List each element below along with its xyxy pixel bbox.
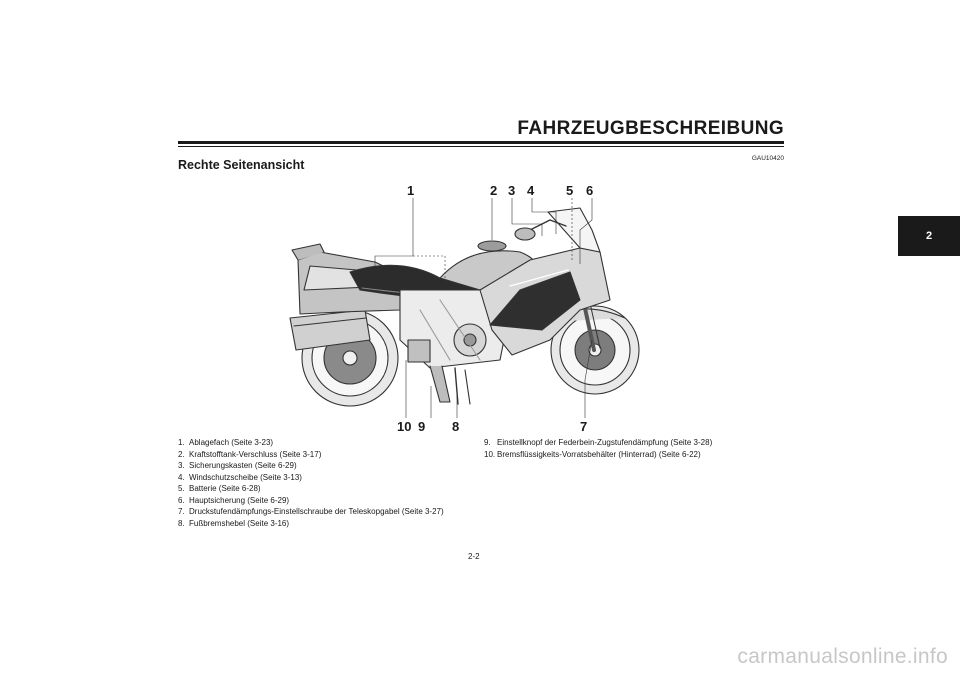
callout-10: 10 — [397, 419, 412, 434]
section-title: Rechte Seitenansicht — [178, 158, 305, 172]
callout-6: 6 — [586, 183, 594, 198]
legend-number: 4. — [178, 472, 185, 482]
header-rule-thick — [178, 141, 784, 144]
legend-number: 7. — [178, 507, 185, 516]
callout-4: 4 — [527, 183, 535, 198]
legend-text: Fußbremshebel (Seite 3-16) — [189, 518, 290, 528]
legend-number: 10. — [484, 449, 496, 459]
legend-text: Einstellknopf der Federbein-Zugstufendämpfung (Seite 3-28) — [497, 438, 713, 447]
motorcycle-illustration — [280, 190, 680, 420]
callout-2: 2 — [490, 183, 498, 198]
legend-item — [178, 437, 470, 449]
legend-item — [178, 506, 470, 518]
watermark: carmanualsonline.info — [737, 645, 948, 668]
callout-8: 8 — [452, 419, 460, 434]
callout-1: 1 — [407, 183, 415, 198]
legend-text: Kraftstofftank-Verschluss (Seite 3-17) — [189, 449, 322, 459]
legend-item — [484, 449, 784, 461]
legend-left — [178, 437, 470, 529]
legend-text: Sicherungskasten (Seite 6-29) — [189, 461, 297, 470]
legend-number: 1. — [178, 438, 185, 447]
legend-number: 8. — [178, 518, 185, 528]
legend-number: 9. — [484, 438, 491, 447]
callout-9: 9 — [418, 419, 426, 434]
legend-item — [178, 449, 470, 461]
legend-item — [178, 472, 470, 484]
legend-number: 3. — [178, 461, 185, 470]
legend-number: 5. — [178, 484, 185, 493]
reference-code: GAU10420 — [751, 155, 784, 162]
header-rule-thin — [178, 146, 784, 147]
legend-right — [484, 437, 784, 460]
legend-number: 2. — [178, 449, 185, 459]
legend-item — [178, 460, 470, 472]
callout-3: 3 — [508, 183, 516, 198]
legend-text: Druckstufendämpfungs-Einstellschraube der Teleskopgabel (Seite 3-27) — [189, 507, 444, 516]
legend-number: 6. — [178, 495, 185, 505]
legend-text: Ablagefach (Seite 3-23) — [189, 438, 274, 447]
legend-item — [178, 483, 470, 495]
legend-text: Bremsflüssigkeits-Vorratsbehälter (Hinterrad) (Seite 6-22) — [497, 449, 701, 459]
legend-text: Windschutzscheibe (Seite 3-13) — [189, 472, 302, 482]
chapter-tab: 2 — [898, 216, 960, 256]
page-number: 2-2 — [468, 552, 480, 561]
legend-item — [178, 495, 470, 507]
legend-text: Batterie (Seite 6-28) — [189, 484, 261, 493]
legend-item — [178, 518, 470, 530]
legend-item — [484, 437, 784, 449]
callout-7: 7 — [580, 419, 588, 434]
page-title: FAHRZEUGBESCHREIBUNG — [517, 118, 784, 139]
legend-text: Hauptsicherung (Seite 6-29) — [189, 495, 290, 505]
callout-5: 5 — [566, 183, 574, 198]
